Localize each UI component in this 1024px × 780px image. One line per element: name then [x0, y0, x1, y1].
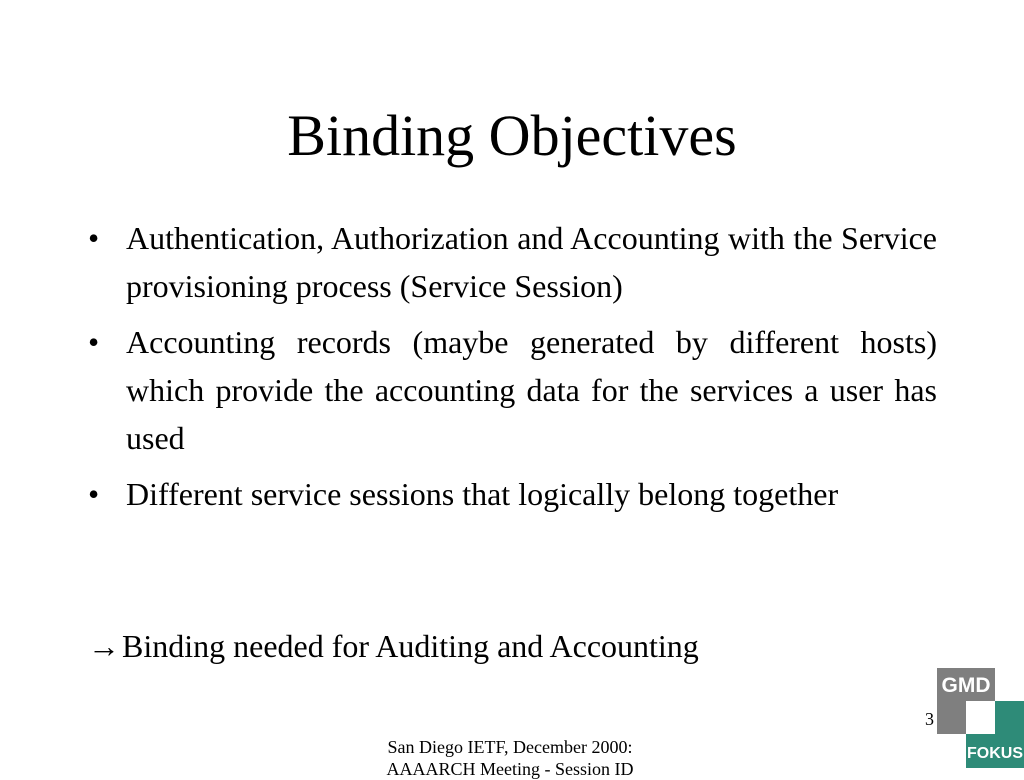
bullet-text: Authentication, Authorization and Accounting with the Service provisioning process (Service Session): [126, 220, 937, 304]
bullet-text: Different service sessions that logically belong together: [126, 476, 839, 512]
footer-line-2: AAAARCH Meeting - Session ID: [386, 759, 634, 779]
footer-text: [330, 736, 690, 780]
gmd-fokus-logo: [937, 668, 1024, 768]
conclusion-line: [88, 622, 699, 670]
bullet-list: [88, 214, 937, 526]
bullet-icon: •: [88, 476, 100, 512]
conclusion-text: Binding needed for Auditing and Accounting: [122, 628, 699, 664]
bullet-item-aaa: [88, 214, 937, 310]
bullet-icon: •: [88, 324, 100, 360]
bullet-icon: •: [88, 220, 100, 256]
logo-top-text: GMD: [941, 674, 991, 697]
right-arrow-icon: →: [88, 628, 120, 664]
logo-teal-strip: [995, 701, 1024, 734]
slide-title: Binding Objectives: [287, 103, 737, 168]
logo-bottom-text: FOKUS: [967, 745, 1023, 762]
bullet-item-service-sessions: [88, 470, 937, 518]
page-number: 3: [925, 709, 934, 729]
bullet-item-accounting-records: [88, 318, 937, 462]
bullet-text: Accounting records (maybe generated by different hosts) which provide the accounting data for the services a user has used: [126, 324, 937, 456]
logo-gray-strip: [937, 701, 966, 734]
footer-line-1: San Diego IETF, December 2000:: [387, 737, 633, 757]
